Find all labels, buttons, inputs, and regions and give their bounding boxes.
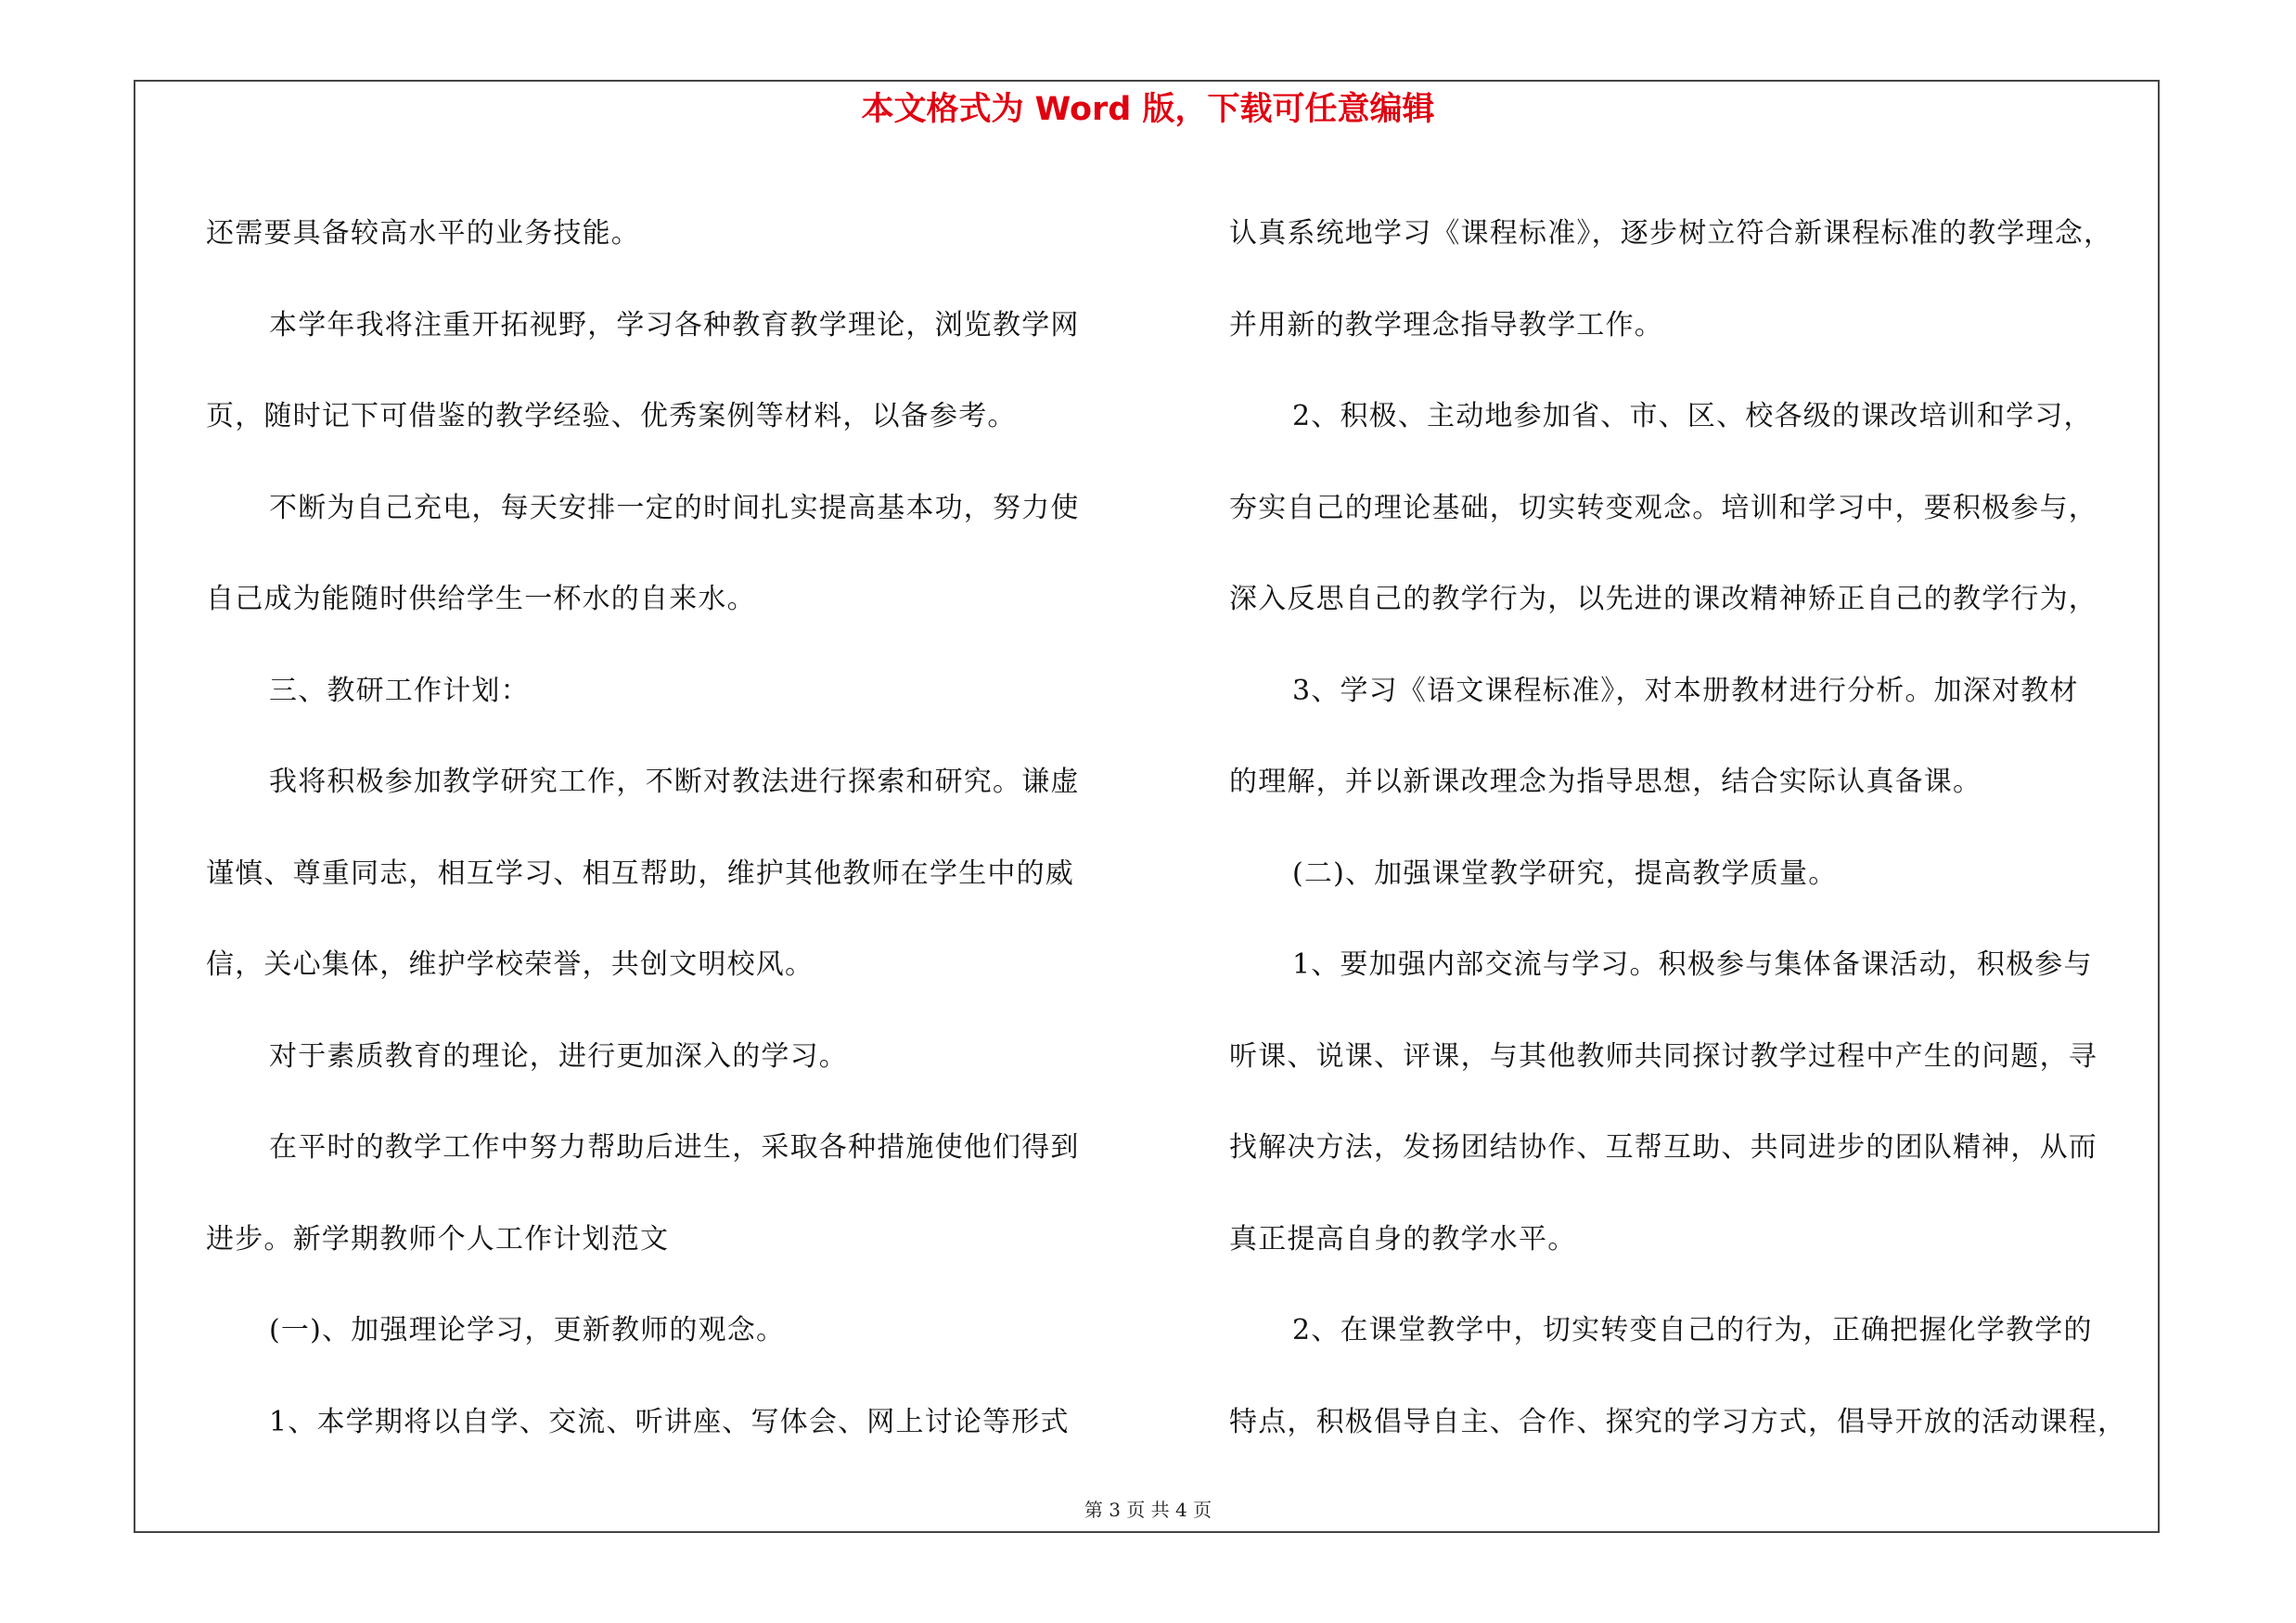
page-number-footer: 第 3 页 共 4 页: [1084, 1499, 1212, 1521]
text-line: 三、教研工作计划：: [269, 674, 530, 707]
text-line: 2、积极、主动地参加省、市、区、校各级的课改培训和学习，: [1292, 400, 2093, 432]
text-line: 3、学习《语文课程标准》，对本册教材进行分析。加深对教材: [1292, 674, 2079, 707]
text-line: 真正提高自身的教学水平。: [1229, 1222, 1577, 1256]
text-line: 2、在课堂教学中，切实转变自己的行为，正确把握化学教学的: [1292, 1314, 2093, 1346]
text-line: 在平时的教学工作中努力帮助后进生，采取各种措施使他们得到: [269, 1131, 1080, 1164]
text-line: 谨慎、尊重同志，相互学习、相互帮助，维护其他教师在学生中的威: [206, 857, 1074, 890]
text-line: 自己成为能随时供给学生一杯水的自来水。: [206, 583, 756, 615]
text-line: 特点，积极倡导自主、合作、探究的学习方式，倡导开放的活动课程，: [1229, 1405, 2127, 1438]
left-text-column: [206, 188, 1143, 1468]
text-line: 深入反思自己的教学行为，以先进的课改精神矫正自己的教学行为，: [1229, 583, 2097, 615]
text-line: 对于素质教育的理论，进行更加深入的学习。: [269, 1039, 848, 1073]
right-text-column: [1229, 188, 2166, 1468]
text-line: (二)、加强课堂教学研究，提高教学质量。: [1292, 857, 1838, 890]
text-line: 听课、说课、评课，与其他教师共同探讨教学过程中产生的问题，寻: [1229, 1039, 2097, 1073]
text-line: 进步。新学期教师个人工作计划范文: [206, 1222, 670, 1256]
text-line: 1、本学期将以自学、交流、听讲座、写体会、网上讨论等形式: [269, 1405, 1070, 1438]
text-line: 认真系统地学习《课程标准》，逐步树立符合新课程标准的教学理念，: [1229, 217, 2113, 250]
text-line: 1、要加强内部交流与学习。积极参与集体备课活动，积极参与: [1292, 948, 2093, 981]
text-line: 的理解，并以新课改理念为指导思想，结合实际认真备课。: [1229, 766, 1982, 798]
text-line: 我将积极参加教学研究工作，不断对教法进行探索和研究。谦虚: [269, 766, 1080, 798]
word-format-banner: 本文格式为 Word 版，下载可任意编辑: [861, 91, 1435, 128]
text-line: 信，关心集体，维护学校荣誉，共创文明校风。: [206, 948, 815, 981]
text-line: 页，随时记下可借鉴的教学经验、优秀案例等材料，以备参考。: [206, 400, 1017, 432]
text-line: 找解决方法，发扬团结协作、互帮互助、共同进步的团队精神，从而: [1229, 1131, 2097, 1164]
text-line: (一)、加强理论学习，更新教师的观念。: [269, 1314, 786, 1346]
text-line: 本学年我将注重开拓视野，学习各种教育教学理论，浏览教学网: [269, 308, 1080, 341]
text-line: 不断为自己充电，每天安排一定的时间扎实提高基本功，努力使: [269, 491, 1080, 524]
text-line: 并用新的教学理念指导教学工作。: [1229, 308, 1663, 341]
text-line: 还需要具备较高水平的业务技能。: [206, 217, 640, 250]
text-line: 夯实自己的理论基础，切实转变观念。培训和学习中，要积极参与，: [1229, 491, 2097, 524]
